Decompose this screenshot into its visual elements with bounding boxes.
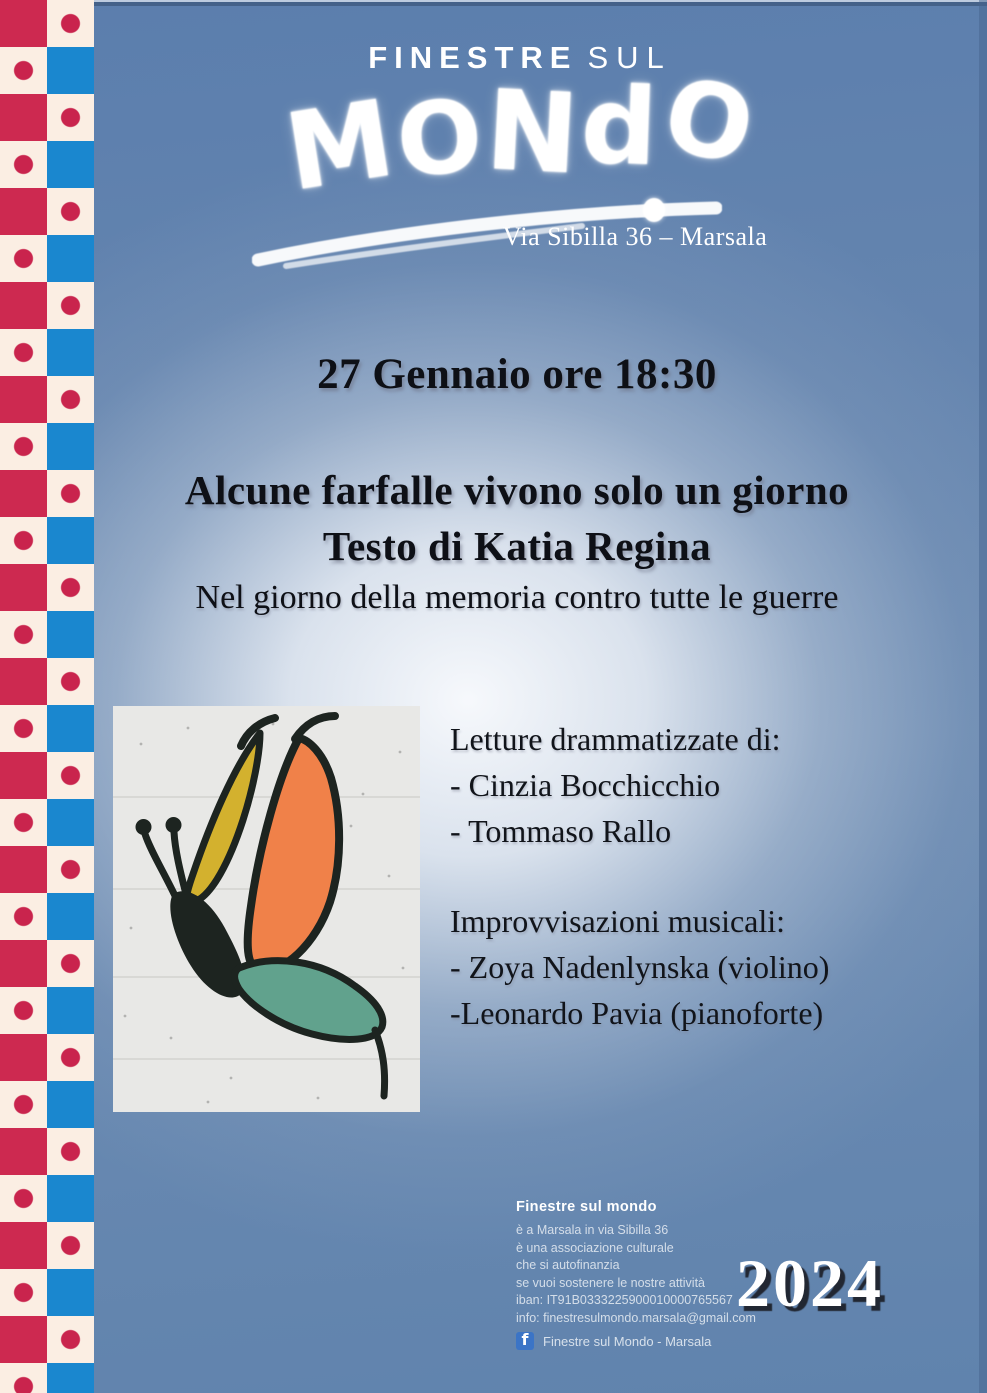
event-title: Alcune farfalle vivono solo un giorno [184, 467, 850, 513]
checkered-border-column-2 [47, 0, 94, 1393]
mondo-letter: O [393, 77, 490, 200]
year: 2024 [736, 1245, 884, 1321]
event-occasion: Nel giorno della memoria contro tutte le guerre [195, 579, 839, 616]
address: Via Sibilla 36 – Marsala [502, 222, 768, 251]
facebook-icon: f [516, 1332, 534, 1350]
checkered-border-column-1 [0, 0, 47, 1393]
org-iban-line: iban: IT91B0333225900010000765567 [516, 1293, 733, 1307]
musician-item: -Leonardo Pavia (pianoforte) [450, 995, 824, 1031]
org-email-line: info: finestresulmondo.marsala@gmail.com [516, 1310, 756, 1325]
event-datetime: 27 Gennaio ore 18:30 [317, 351, 717, 398]
top-edge-line [94, 2, 987, 6]
musician-item: - Zoya Nadenlynska (violino) [450, 949, 830, 985]
logo-sul: SUL [587, 40, 672, 75]
facebook-row [516, 1332, 756, 1350]
program [450, 716, 829, 1036]
butterfly-mural-photo [113, 706, 420, 1112]
mondo-letter: d [579, 63, 664, 190]
org-info-line: è una associazione culturale [516, 1240, 674, 1255]
right-edge-line [979, 0, 987, 1393]
facebook-page-name: Finestre sul Mondo - Marsala [543, 1333, 712, 1349]
mondo-letter: O [653, 54, 769, 190]
event-title-block [94, 462, 940, 621]
logo-finestre: FINESTRE [368, 40, 578, 75]
readings-heading: Letture drammatizzate di: [450, 721, 781, 757]
reader-item: - Tommaso Rallo [450, 813, 672, 849]
org-info-line: se vuoi sostenere le nostre attività [516, 1275, 705, 1290]
event-author: Testo di Katia Regina [322, 523, 712, 569]
music-heading: Improvvisazioni musicali: [450, 903, 786, 939]
org-info-line: è a Marsala in via Sibilla 36 [516, 1223, 669, 1237]
org-info-line: che si autofinanzia [516, 1258, 620, 1272]
mondo-letter: M [277, 76, 406, 215]
organization-name: Finestre sul mondo [516, 1199, 657, 1215]
mondo-letter: N [483, 66, 587, 199]
program-spacer [450, 854, 829, 898]
reader-item: - Cinzia Bocchicchio [450, 767, 721, 803]
